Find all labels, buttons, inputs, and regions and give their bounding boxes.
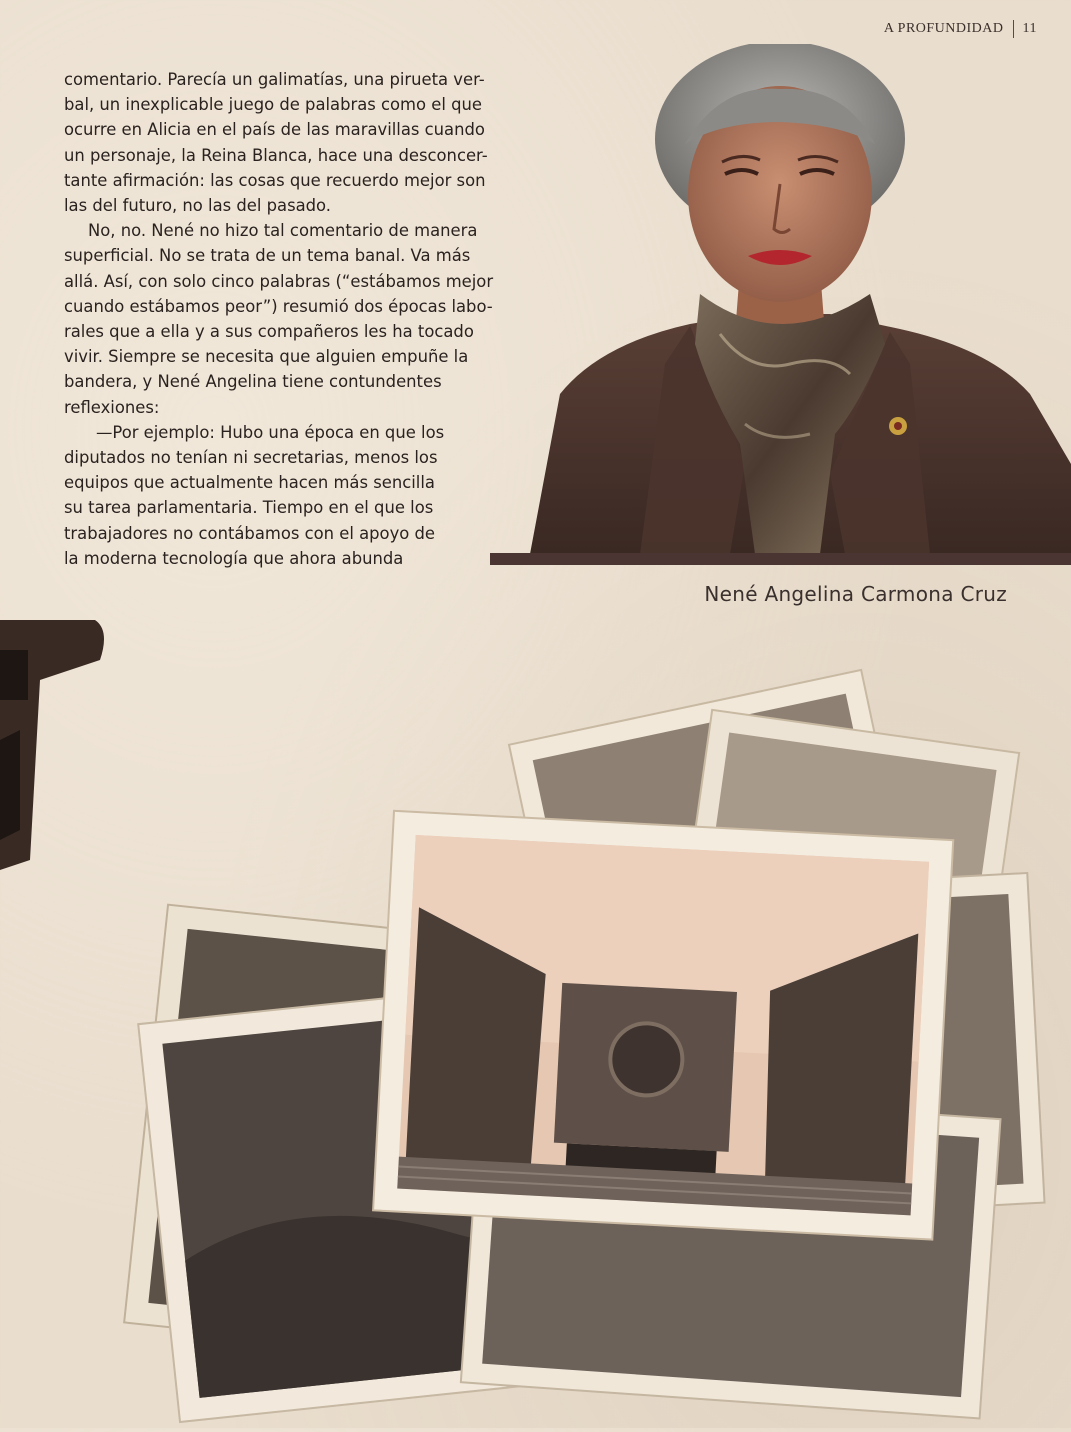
- text-line: un personaje, la Reina Blanca, hace una desconcer-: [64, 145, 488, 165]
- text-line: allá. Así, con solo cinco palabras (“estábamos mejor: [64, 271, 494, 291]
- section-title: A PROFUNDIDAD: [883, 21, 1004, 36]
- photo-accent-bar: [490, 553, 1071, 565]
- photo-caption: Nené Angelina Carmona Cruz: [704, 582, 1007, 606]
- header-divider: [1013, 20, 1014, 38]
- running-header: [884, 20, 1037, 38]
- text-line: la moderna tecnología que ahora abunda: [64, 548, 404, 568]
- text-line: cuando estábamos peor”) resumió dos épocas labo-: [64, 296, 493, 316]
- text-line: —Por ejemplo: Hubo una época en que los: [96, 422, 445, 442]
- page-number: 11: [1022, 21, 1037, 36]
- paragraph-3: [64, 420, 519, 571]
- paragraph-1: [64, 67, 519, 218]
- text-line: bandera, y Nené Angelina tiene contundentes: [64, 372, 442, 392]
- text-line: superficial. No se trata de un tema banal. Va más: [64, 246, 471, 266]
- text-line: comentario. Parecía un galimatías, una pirueta ver-: [64, 70, 485, 89]
- text-line: No, no. Nené no hizo tal comentario de manera: [88, 221, 478, 241]
- text-line: trabajadores no contábamos con el apoyo de: [64, 523, 436, 543]
- text-line: reflexiones:: [64, 397, 160, 417]
- text-line: vivir. Siempre se necesita que alguien empuñe la: [64, 347, 469, 367]
- text-line: su tarea parlamentaria. Tiempo en el que los: [64, 498, 434, 518]
- text-line: diputados no tenían ni secretarias, menos los: [64, 448, 438, 468]
- text-line: las del futuro, no las del pasado.: [64, 196, 332, 216]
- text-line: rales que a ella y a sus compañeros les ha tocado: [64, 322, 474, 342]
- paragraph-2: [64, 218, 519, 420]
- text-line: bal, un inexplicable juego de palabras como el que: [64, 95, 482, 115]
- vintage-photos-image: [0, 620, 1071, 1428]
- text-line: tante afirmación: las cosas que recuerdo mejor son: [64, 170, 486, 190]
- portrait-photo: [490, 44, 1071, 554]
- photo-stack-illustration: [0, 620, 1071, 1428]
- article-body: [64, 67, 519, 571]
- portrait-illustration: [490, 44, 1071, 554]
- text-line: ocurre en Alicia en el país de las maravillas cuando: [64, 120, 485, 140]
- text-line: equipos que actualmente hacen más sencilla: [64, 473, 435, 493]
